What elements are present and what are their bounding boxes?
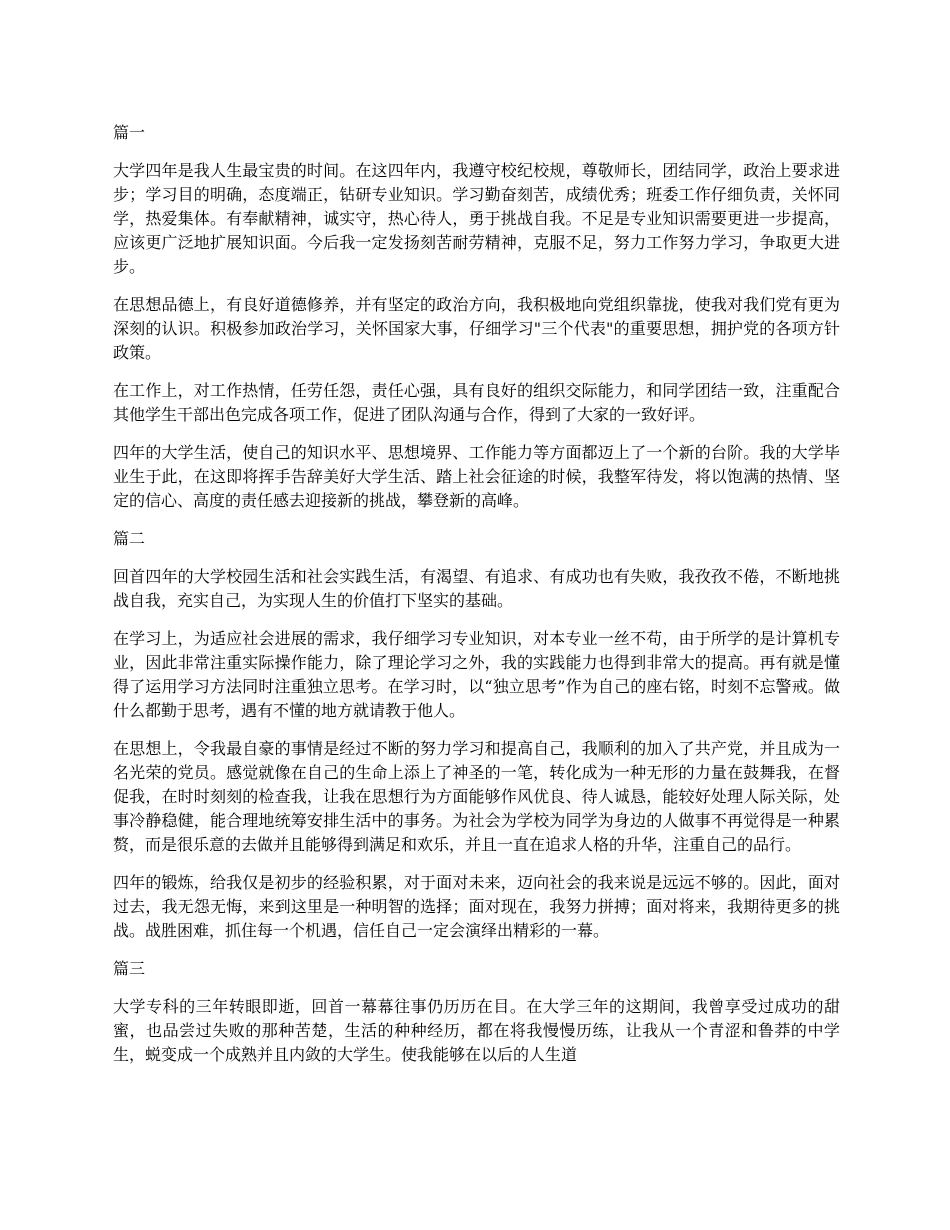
paragraph: 大学四年是我人生最宝贵的时间。在这四年内，我遵守校纪校规，尊敬师长，团结同学，政治上要求进步；学习目的明确，态度端正，钻研专业知识。学习勤奋刻苦，成绩优秀；班委工作仔细负责，关怀同学，热爱集体。有奉献精神，诚实守，热心待人，勇于挑战自我。不足是专业知识需要更进一步提高，应该更广泛地扩展知识面。今后我一定发扬刻苦耐劳精神，克服不足，努力工作努力学习，争取更大进步。 (113, 161, 840, 276)
paragraph: 回首四年的大学校园生活和社会实践生活，有渴望、有追求、有成功也有失败，我孜孜不倦，不断地挑战自我，充实自己，为实现人生的价值打下坚实的基础。 (113, 567, 840, 610)
section-heading: 篇三 (113, 959, 146, 978)
paragraph: 四年的大学生活，使自己的知识水平、思想境界、工作能力等方面都迈上了一个新的台阶。我的大学毕业生于此，在这即将挥手告辞美好大学生活、踏上社会征途的时候，我整军待发，将以饱满的热情、坚定的信心、高度的责任感去迎接新的挑战，攀登新的高峰。 (113, 443, 840, 510)
paragraph: 大学专科的三年转眼即逝，回首一幕幕往事仍历历在目。在大学三年的这期间，我曾享受过成功的甜蜜，也品尝过失败的那种苦楚，生活的种种经历，都在将我慢慢历练，让我从一个青涩和鲁莽的中学生，蜕变成一个成熟并且内敛的大学生。使我能够在以后的人生道 (113, 997, 840, 1064)
section-2 (113, 527, 840, 943)
section-heading: 篇二 (113, 529, 146, 548)
paragraph: 在思想上，令我最自豪的事情是经过不断的努力学习和提高自己，我顺利的加入了共产党，并且成为一名光荣的党员。感觉就像在自己的生命上添上了神圣的一笔，转化成为一种无形的力量在鼓舞我，在督促我，在时时刻刻的检查我，让我在思想行为方面能够作风优良、待人诚恳，能较好处理人际关际，处事冷静稳健，能合理地统筹安排生活中的事务。为社会为学校为同学为身边的人做事不再觉得是一种累赘，而是很乐意的去做并且能够得到满足和欢乐，并且一直在追求人格的升华，注重自己的品行。 (113, 739, 840, 854)
section-3 (113, 957, 840, 1067)
paragraph: 四年的锻炼，给我仅是初步的经验积累，对于面对未来，迈向社会的我来说是远远不够的。因此，面对过去，我无怨无悔，来到这里是一种明智的选择；面对现在，我努力拼搏；面对将来，我期待更多的挑战。战胜困难，抓住每一个机遇，信任自己一定会演绎出精彩的一幕。 (113, 873, 840, 940)
section-1 (113, 121, 840, 513)
paragraph: 在学习上，为适应社会进展的需求，我仔细学习专业知识，对本专业一丝不苟，由于所学的是计算机专业，因此非常注重实际操作能力，除了理论学习之外，我的实践能力也得到非常大的提高。再有就是懂得了运用学习方法同时注重独立思考。在学习时，以“独立思考”作为自己的座右铭，时刻不忘警戒。做什么都勤于思考，遇有不懂的地方就请教于他人。 (113, 629, 840, 720)
paragraph: 在工作上，对工作热情，任劳任怨，责任心强，具有良好的组织交际能力，和同学团结一致，注重配合其他学生干部出色完成各项工作，促进了团队沟通与合作，得到了大家的一致好评。 (113, 381, 840, 424)
document-body (113, 121, 840, 1081)
section-heading: 篇一 (113, 123, 146, 142)
paragraph: 在思想品德上，有良好道德修养，并有坚定的政治方向，我积极地向党组织靠拢，使我对我们党有更为深刻的认识。积极参加政治学习，关怀国家大事，仔细学习"三个代表"的重要思想，拥护党的各项方针政策。 (113, 295, 840, 362)
